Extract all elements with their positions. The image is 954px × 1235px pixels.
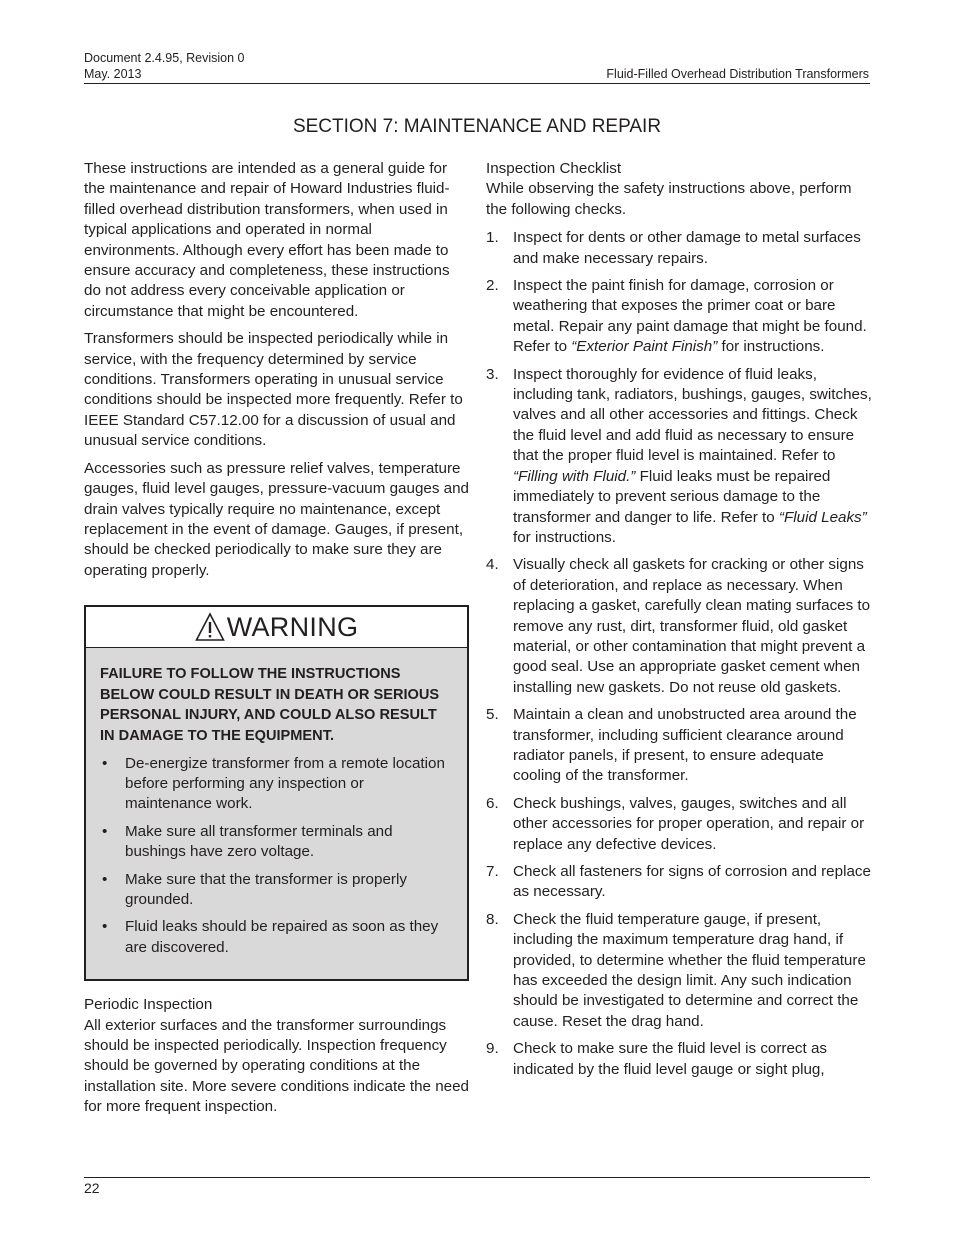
- list-item: [486, 365, 872, 549]
- item-reference: “Filling with Fluid.”: [513, 467, 636, 485]
- item-number: 8.: [486, 910, 499, 928]
- item-number: 1.: [486, 229, 499, 247]
- item-text: Check the fluid temperature gauge, if present, including the maximum temperature drag hand, if provided, to determine whether the fluid temperature has exceeded the design limit. Any such indication should be investigated to determine and correct the cause. Reset the drag hand.: [513, 910, 866, 1030]
- checklist-intro: While observing the safety instructions above, perform the following checks.: [486, 180, 852, 218]
- item-number: 3.: [486, 365, 499, 383]
- warning-header: [86, 607, 467, 648]
- item-number: 2.: [486, 277, 499, 295]
- footer-rule: [84, 1177, 870, 1178]
- list-item: [486, 862, 872, 903]
- item-number: 6.: [486, 794, 499, 812]
- list-item: [486, 794, 872, 855]
- list-item: [486, 705, 872, 787]
- list-item: [486, 1039, 872, 1080]
- item-text: Check bushings, valves, gauges, switches and all other accessories for proper operation, and repair or replace any defective devices.: [513, 794, 865, 853]
- item-text: Visually check all gaskets for cracking or other signs of deterioration, and replace as necessary. When replacing a gasket, carefully clean mating surfaces to remove any rust, dirt, transformer fluid, old gasket material, or other contamination that might prevent a good seal. Use an appropriate gasket cement when installing new gaskets. Do not reuse old gaskets.: [513, 556, 871, 696]
- warning-triangle-icon: [195, 612, 225, 642]
- item-number: 9.: [486, 1040, 499, 1058]
- document-id: Document 2.4.95, Revision 0: [84, 51, 245, 65]
- right-column: [486, 159, 872, 1087]
- warning-bullet-list: [100, 754, 453, 959]
- item-number: 4.: [486, 556, 499, 574]
- list-item: [100, 917, 453, 958]
- intro-paragraph: These instructions are intended as a general guide for the maintenance and repair of Howard Industries fluid-filled overhead distribution transformers, when used in typical applications and operated in normal environments. Although every effort has been made to ensure accuracy and completeness, these instructions do not address every conceivable application or circumstance that might be encountered.: [84, 160, 450, 320]
- warning-heading: WARNING: [226, 612, 359, 643]
- list-item: [486, 228, 872, 269]
- section-title: SECTION 7: MAINTENANCE AND REPAIR: [292, 116, 662, 137]
- list-item: [486, 555, 872, 698]
- bullet-icon: •: [102, 870, 108, 888]
- header-rule: [84, 83, 870, 84]
- bullet-icon: •: [102, 822, 108, 840]
- item-text-end: for instructions.: [717, 338, 825, 356]
- item-text-end: for instructions.: [513, 528, 616, 546]
- item-text: Check to make sure the fluid level is correct as indicated by the fluid level gauge or sight plug,: [513, 1040, 828, 1078]
- warning-bullet-text: Fluid leaks should be repaired as soon as they are discovered.: [125, 918, 439, 956]
- document-header-left: [84, 50, 245, 82]
- left-column: [84, 159, 469, 1118]
- document-title: Fluid-Filled Overhead Distribution Transformers: [606, 67, 869, 81]
- list-item: [100, 870, 453, 911]
- inspection-checklist: [486, 228, 872, 1080]
- warning-body: [86, 648, 467, 979]
- warning-bullet-text: De-energize transformer from a remote location before performing any inspection or maintenance work.: [125, 754, 445, 813]
- list-item: [486, 910, 872, 1032]
- warning-bullet-text: Make sure that the transformer is properly grounded.: [125, 870, 407, 908]
- item-text: Inspect for dents or other damage to metal surfaces and make necessary repairs.: [513, 229, 861, 267]
- inspection-checklist-heading: Inspection Checklist: [486, 160, 622, 177]
- bullet-icon: •: [102, 918, 108, 936]
- item-number: 7.: [486, 863, 499, 880]
- accessories-paragraph: Accessories such as pressure relief valves, temperature gauges, fluid level gauges, pressure-vacuum gauges and drain valves typically require no maintenance, except replacement in the event of damage. Gauges, if present, should be checked periodically to make sure they are operating properly.: [84, 459, 469, 579]
- item-text: Inspect thoroughly for evidence of fluid leaks, including tank, radiators, bushings, gauges, switches, valves and all other accessories and fittings. Check the fluid level and add fluid as necessary to ensure that the proper fluid level is maintained. Refer to: [513, 365, 872, 465]
- list-item: [100, 754, 453, 815]
- item-number: 5.: [486, 706, 499, 724]
- document-date: May. 2013: [84, 67, 142, 81]
- inspection-frequency-paragraph: Transformers should be inspected periodically while in service, with the frequency determined by service conditions. Transformers operating in unusual service conditions should be inspected more frequently. Refer to IEEE Standard C57.12.00 for a discussion of usual and unusual service conditions.: [84, 330, 463, 450]
- item-reference: “Exterior Paint Finish”: [571, 338, 718, 356]
- warning-bullet-text: Make sure all transformer terminals and bushings have zero voltage.: [125, 822, 393, 861]
- bullet-icon: •: [102, 754, 108, 772]
- item-text: Maintain a clean and unobstructed area around the transformer, including sufficient clearance around radiator panels, if present, to ensure adequate cooling of the transformer.: [513, 706, 857, 785]
- list-item: [486, 276, 872, 358]
- item-text-mid: Fluid leaks must be repaired immediately to prevent serious damage to the transformer and danger to life. Refer to: [513, 467, 831, 526]
- page-number: 22: [84, 1180, 100, 1196]
- item-text: Inspect the paint finish for damage, corrosion or weathering that exposes the primer coat or bare metal. Repair any paint damage that might be found. Refer to: [513, 277, 867, 356]
- periodic-inspection-text: All exterior surfaces and the transformer surroundings should be inspected periodically. Inspection frequency should be governed by operating conditions at the installation site. More severe conditions indicate the need for more frequent inspection.: [84, 1016, 469, 1116]
- item-reference: “Fluid Leaks”: [778, 508, 867, 526]
- warning-box: [84, 605, 469, 981]
- warning-statement: FAILURE TO FOLLOW THE INSTRUCTIONS BELOW COULD RESULT IN DEATH OR SERIOUS PERSONAL INJURY, AND COULD ALSO RESULT IN DAMAGE TO THE EQUIPMENT.: [100, 666, 440, 744]
- list-item: [100, 822, 453, 863]
- item-text: Check all fasteners for signs of corrosion and replace as necessary.: [513, 863, 871, 901]
- periodic-inspection-heading: Periodic Inspection: [84, 996, 213, 1014]
